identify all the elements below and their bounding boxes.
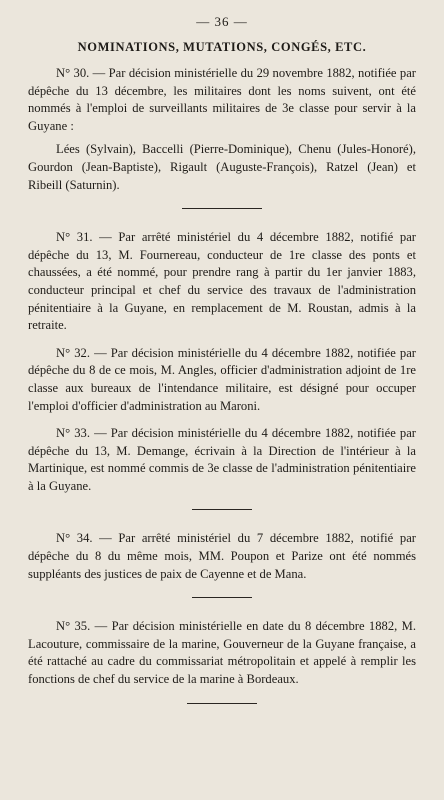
entry-31-text: N° 31. — Par arrêté ministériel du 4 décembre 1882, notifié par dépêche du 13, M. Fournereau, conducteur de 1re classe des ponts et chaussées, a été nommé, pour prendre rang à partir du 1er janvier 1883, conducteur principal et chef du service des travaux de l'administration pénitentiaire à la Guyane, en remplacement de M. Roustan, admis à la retraite. (28, 230, 416, 333)
separator-rule (187, 703, 257, 704)
entry-35 (28, 618, 416, 688)
entry-30-names: Lées (Sylvain), Baccelli (Pierre-Dominique), Chenu (Jules-Honoré), Gourdon (Jean-Baptiste), Rigault (Auguste-François), Ratzel (Jean) et Ribeill (Saturnin). (28, 142, 416, 192)
entry-30 (28, 65, 416, 194)
entry-34 (28, 530, 416, 583)
separator-rule (182, 208, 262, 209)
section-heading: NOMINATIONS, MUTATIONS, CONGÉS, ETC. (77, 40, 367, 54)
separator-rule (192, 597, 252, 598)
entry-33 (28, 425, 416, 495)
separator-rule (192, 509, 252, 510)
entry-35-text: N° 35. — Par décision ministérielle en date du 8 décembre 1882, M. Lacouture, commissaire de la marine, Gouverneur de la Guyane française, a été rattaché au cadre du commissariat métropolitain et appelé à remplir les fonctions de chef du service de la marine à Bordeaux. (28, 619, 416, 687)
entry-32-text: N° 32. — Par décision ministérielle du 4 décembre 1882, notifiée par dépêche du 8 de ce mois, M. Angles, officier d'administration adjoint de 1re classe aux bureaux de l'intendance militaire, est désigné pour occuper l'emploi d'officier d'administration au Maroni. (28, 345, 416, 413)
entry-31 (28, 229, 416, 335)
entry-34-text: N° 34. — Par arrêté ministériel du 7 décembre 1882, notifié par dépêche du 8 du même mois, MM. Poupon et Parize ont été nommés suppléants des justices de paix de Cayenne et de Mana. (28, 531, 416, 581)
entry-33-text: N° 33. — Par décision ministérielle du 4 décembre 1882, notifiée par dépêche du 13, M. Demange, écrivain à la Direction de l'intérieur à la Martinique, est nommé commis de 3e classe de l'administration pénitentiaire à la Guyane. (28, 426, 416, 493)
entry-30-text: N° 30. — Par décision ministérielle du 29 novembre 1882, notifiée par dépêche du 13 décembre, les militaires dont les noms suivent, ont été nommés à l'emploi de surveillants militaires de 3e classe pour servir à la Guyane : (28, 66, 416, 133)
entry-32 (28, 345, 416, 415)
page-number: — 36 — (196, 14, 248, 29)
